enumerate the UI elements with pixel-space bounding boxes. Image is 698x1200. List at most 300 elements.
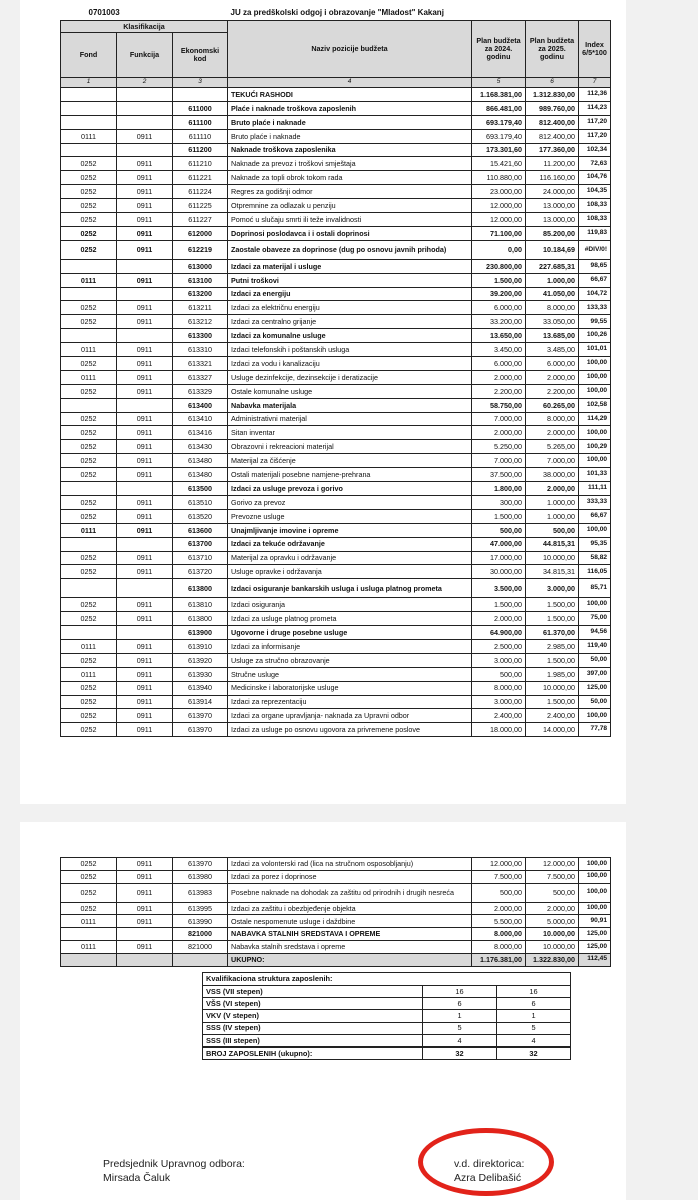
- budget-row: [61, 681, 611, 695]
- budget-row: [61, 695, 611, 709]
- naziv-cell: Administrativni materijal: [228, 412, 472, 426]
- budget-row: [61, 301, 611, 315]
- funkcija-cell: 0911: [117, 902, 173, 915]
- funkcija-cell: 0911: [117, 301, 173, 315]
- budget-row: [61, 143, 611, 157]
- plan-2024-cell: 37.500,00: [472, 468, 526, 482]
- naziv-cell: Otpremnine za odlazak u penziju: [228, 199, 472, 213]
- index-cell: 100,00: [579, 870, 611, 883]
- index-cell: 125,00: [579, 681, 611, 695]
- naziv-cell: Naknade za prevoz i troškovi smještaja: [228, 157, 472, 171]
- plan-2025-cell: 989.760,00: [526, 101, 579, 115]
- index-cell: 102,34: [579, 143, 611, 157]
- naziv-cell: Izdaci za vodu i kanalizaciju: [228, 357, 472, 371]
- plan-2024-cell: 71.100,00: [472, 226, 526, 240]
- plan-2025-cell: 1.500,00: [526, 598, 579, 612]
- fond-cell: 0111: [61, 523, 117, 537]
- index-cell: 114,23: [579, 101, 611, 115]
- ekonomski-kod-cell: 613500: [173, 482, 228, 496]
- index-cell: 112,36: [579, 88, 611, 102]
- index-cell: 333,33: [579, 495, 611, 509]
- plan-2024-cell: 23.000,00: [472, 185, 526, 199]
- naziv-cell: Izdaci za usluge po osnovu ugovora za privremene poslove: [228, 723, 472, 737]
- budget-row: [61, 454, 611, 468]
- plan-2025-cell: 2.000,00: [526, 482, 579, 496]
- plan-2025-cell: 5.265,00: [526, 440, 579, 454]
- plan-2024-cell: 5.250,00: [472, 440, 526, 454]
- plan-2024-cell: 500,00: [472, 523, 526, 537]
- funkcija-cell: 0911: [117, 653, 173, 667]
- staff-level-label: SSS (IV stepen): [203, 1022, 423, 1034]
- plan-2025-cell: 3.000,00: [526, 579, 579, 598]
- index-cell: 72,63: [579, 157, 611, 171]
- funkcija-cell: 0911: [117, 440, 173, 454]
- fond-cell: 0252: [61, 171, 117, 185]
- column-number: 5: [472, 78, 526, 88]
- budget-row: [61, 273, 611, 287]
- fond-cell: 0252: [61, 357, 117, 371]
- ekonomski-kod-cell: 613300: [173, 329, 228, 343]
- ekonomski-kod-cell: 613600: [173, 523, 228, 537]
- naziv-cell: Obrazovni i rekreacioni materijal: [228, 440, 472, 454]
- ekonomski-kod-cell: 613720: [173, 565, 228, 579]
- ekonomski-kod-cell: 613995: [173, 902, 228, 915]
- plan-2025-cell: 2.000,00: [526, 370, 579, 384]
- plan-2025-cell: 812.400,00: [526, 129, 579, 143]
- budget-table-continued: [60, 857, 611, 967]
- fond-cell: 0252: [61, 454, 117, 468]
- plan-2024-cell: 3.000,00: [472, 653, 526, 667]
- fond-cell: 0111: [61, 915, 117, 928]
- staff-row: [203, 998, 571, 1010]
- naziv-cell: Usluge opravke i održavanja: [228, 565, 472, 579]
- ekonomski-kod-cell: 613480: [173, 454, 228, 468]
- budget-row: [61, 709, 611, 723]
- ekonomski-kod-cell: 613983: [173, 883, 228, 902]
- naziv-cell: Ostale nespomenute usluge i daždbine: [228, 915, 472, 928]
- funkcija-cell: 0911: [117, 858, 173, 871]
- index-cell: 101,33: [579, 468, 611, 482]
- funkcija-cell: 0911: [117, 343, 173, 357]
- naziv-cell: Izdaci za porez i doprinose: [228, 870, 472, 883]
- fond-cell: 0252: [61, 213, 117, 227]
- staff-level-label: VŠS (VI stepen): [203, 998, 423, 1010]
- budget-row: [61, 883, 611, 902]
- signature-director: [454, 1157, 524, 1185]
- plan-2024-cell: 0,00: [472, 240, 526, 259]
- staff-level-label: VKV (V stepen): [203, 1010, 423, 1022]
- index-cell: 94,56: [579, 626, 611, 640]
- funkcija-cell: 0911: [117, 129, 173, 143]
- funkcija-cell: 0911: [117, 273, 173, 287]
- fond-cell: [61, 482, 117, 496]
- budget-row: [61, 537, 611, 551]
- naziv-cell: Gorivo za prevoz: [228, 495, 472, 509]
- naziv-cell: Nabavka materijala: [228, 398, 472, 412]
- ekonomski-kod-cell: 613200: [173, 287, 228, 301]
- ekonomski-kod-cell: 613810: [173, 598, 228, 612]
- staff-count-2025: 5: [497, 1022, 571, 1034]
- naziv-cell: Stručne usluge: [228, 667, 472, 681]
- funkcija-cell: 0911: [117, 384, 173, 398]
- fond-cell: 0252: [61, 426, 117, 440]
- ekonomski-kod-cell: 613910: [173, 639, 228, 653]
- plan-2024-cell: 2.200,00: [472, 384, 526, 398]
- index-cell: 125,00: [579, 940, 611, 953]
- fond-cell: 0252: [61, 199, 117, 213]
- budget-row: [61, 129, 611, 143]
- plan-2024-cell: 7.500,00: [472, 870, 526, 883]
- index-header: Index 6/5*100: [579, 21, 611, 78]
- budget-row: [61, 171, 611, 185]
- index-cell: 85,71: [579, 579, 611, 598]
- budget-row: [61, 915, 611, 928]
- funkcija-cell: 0911: [117, 639, 173, 653]
- fond-cell: 0111: [61, 129, 117, 143]
- ekonomski-kod-cell: 613940: [173, 681, 228, 695]
- budget-row: [61, 902, 611, 915]
- naziv-cell: Materijal za čišćenje: [228, 454, 472, 468]
- plan-2025-cell: 116.160,00: [526, 171, 579, 185]
- ekonomski-kod-cell: 613329: [173, 384, 228, 398]
- naziv-cell: Izdaci za organe upravljanja- naknada za Upravni odbor: [228, 709, 472, 723]
- document-page-2: [20, 822, 626, 1200]
- fond-cell: 0252: [61, 565, 117, 579]
- staff-total-2024: 32: [423, 1047, 497, 1060]
- column-number: 6: [526, 78, 579, 88]
- naziv-cell: Izdaci za zaštitu i obezbjeđenje objekta: [228, 902, 472, 915]
- plan-2024-cell: 58.750,00: [472, 398, 526, 412]
- klasifikacija-header: Klasifikacija: [61, 21, 228, 33]
- index-cell: 104,72: [579, 287, 611, 301]
- fond-cell: [61, 329, 117, 343]
- funkcija-cell: 0911: [117, 551, 173, 565]
- naziv-cell: Ugovorne i druge posebne usluge: [228, 626, 472, 640]
- funkcija-cell: 0911: [117, 199, 173, 213]
- fond-cell: 0252: [61, 301, 117, 315]
- budget-row: [61, 213, 611, 227]
- index-cell: 100,00: [579, 523, 611, 537]
- funkcija-cell: [117, 101, 173, 115]
- funkcija-cell: [117, 626, 173, 640]
- staff-level-label: SSS (III stepen): [203, 1034, 423, 1047]
- naziv-cell: Izdaci za usluge prevoza i gorivo: [228, 482, 472, 496]
- naziv-cell: Nabavka stalnih sredstava i opreme: [228, 940, 472, 953]
- plan-2025-cell: 33.050,00: [526, 315, 579, 329]
- fond-cell: [61, 398, 117, 412]
- document-code: 0701003: [88, 8, 120, 17]
- plan-2024-cell: 18.000,00: [472, 723, 526, 737]
- budget-row: [61, 495, 611, 509]
- index-cell: 108,33: [579, 213, 611, 227]
- index-cell: 100,00: [579, 384, 611, 398]
- fond-cell: 0111: [61, 639, 117, 653]
- funkcija-cell: 0911: [117, 709, 173, 723]
- naziv-cell: Medicinske i laboratorijske usluge: [228, 681, 472, 695]
- staff-total-2025: 32: [497, 1047, 571, 1060]
- plan-2025-cell: 1.000,00: [526, 273, 579, 287]
- staff-count-2024: 16: [423, 986, 497, 998]
- naziv-cell: Plaće i naknade troškova zaposlenih: [228, 101, 472, 115]
- budget-row: [61, 626, 611, 640]
- plan-2025-cell: 7.500,00: [526, 870, 579, 883]
- plan-2025-cell: 24.000,00: [526, 185, 579, 199]
- plan-2025-cell: 2.200,00: [526, 384, 579, 398]
- naziv-cell: Pomoć u slučaju smrti ili teže invalidnosti: [228, 213, 472, 227]
- budget-row: [61, 226, 611, 240]
- plan-2025-cell: 41.050,00: [526, 287, 579, 301]
- fond-cell: 0252: [61, 723, 117, 737]
- budget-row: [61, 343, 611, 357]
- plan-2025-cell: 1.985,00: [526, 667, 579, 681]
- index-cell: 100,00: [579, 426, 611, 440]
- budget-row: [61, 468, 611, 482]
- ekonomski-kod-cell: 613914: [173, 695, 228, 709]
- funkcija-cell: 0911: [117, 370, 173, 384]
- fond-cell: 0252: [61, 440, 117, 454]
- budget-row: [61, 509, 611, 523]
- staff-row: [203, 1034, 571, 1047]
- budget-row: [61, 639, 611, 653]
- budget-row: [61, 482, 611, 496]
- ekonomski-kod-cell: 613970: [173, 723, 228, 737]
- naziv-cell: Izdaci osiguranje bankarskih usluga i usluga platnog prometa: [228, 579, 472, 598]
- plan-2024-cell: 110.880,00: [472, 171, 526, 185]
- plan-2025-cell: 1.500,00: [526, 695, 579, 709]
- plan-2025-cell: 500,00: [526, 523, 579, 537]
- funkcija-cell: 0911: [117, 240, 173, 259]
- funkcija-cell: 0911: [117, 509, 173, 523]
- plan-2025-cell: 3.485,00: [526, 343, 579, 357]
- plan-2024-cell: 6.000,00: [472, 357, 526, 371]
- funkcija-cell: [117, 928, 173, 941]
- budget-row: [61, 440, 611, 454]
- total-plan-2025: 1.322.830,00: [526, 953, 579, 966]
- funkcija-cell: 0911: [117, 468, 173, 482]
- naziv-cell: Materijal za opravku i održavanje: [228, 551, 472, 565]
- plan-2024-cell: 12.000,00: [472, 213, 526, 227]
- plan-2024-cell: 8.000,00: [472, 928, 526, 941]
- budget-row: [61, 523, 611, 537]
- index-cell: 100,00: [579, 902, 611, 915]
- funkcija-cell: [117, 259, 173, 273]
- index-cell: 104,76: [579, 171, 611, 185]
- ekonomski-kod-cell: 613000: [173, 259, 228, 273]
- staff-row: [203, 1022, 571, 1034]
- fond-cell: 0252: [61, 870, 117, 883]
- naziv-cell: Sitan inventar: [228, 426, 472, 440]
- fond-header: Fond: [61, 33, 117, 78]
- funkcija-cell: 0911: [117, 883, 173, 902]
- naziv-cell: Usluge dezinfekcije, dezinsekcije i deratizacije: [228, 370, 472, 384]
- ekonomski-kod-cell: 613211: [173, 301, 228, 315]
- budget-row: [61, 858, 611, 871]
- plan-2024-cell: 12.000,00: [472, 858, 526, 871]
- funkcija-cell: 0911: [117, 357, 173, 371]
- index-cell: 108,33: [579, 199, 611, 213]
- funkcija-cell: [117, 579, 173, 598]
- ekonomski-kod-cell: 613900: [173, 626, 228, 640]
- plan-2025-cell: 812.400,00: [526, 115, 579, 129]
- plan-2024-cell: 2.000,00: [472, 902, 526, 915]
- plan-2024-cell: 8.000,00: [472, 681, 526, 695]
- ekonomski-kod-cell: 611221: [173, 171, 228, 185]
- funkcija-cell: [117, 482, 173, 496]
- ekonomski-kod-cell: 613510: [173, 495, 228, 509]
- index-cell: 116,05: [579, 565, 611, 579]
- ekonomski-kod-cell: 613920: [173, 653, 228, 667]
- index-cell: 77,78: [579, 723, 611, 737]
- fond-cell: 0111: [61, 273, 117, 287]
- plan-2025-cell: 5.000,00: [526, 915, 579, 928]
- plan-2024-cell: 1.168.381,00: [472, 88, 526, 102]
- plan-2025-cell: 2.400,00: [526, 709, 579, 723]
- fond-cell: 0111: [61, 667, 117, 681]
- staff-count-2025: 1: [497, 1010, 571, 1022]
- budget-row: [61, 185, 611, 199]
- fond-cell: [61, 626, 117, 640]
- funkcija-cell: [117, 88, 173, 102]
- plan-2024-cell: 33.200,00: [472, 315, 526, 329]
- plan-2024-cell: 7.000,00: [472, 454, 526, 468]
- column-number: 3: [173, 78, 228, 88]
- funkcija-cell: 0911: [117, 915, 173, 928]
- naziv-cell: Izdaci za energiju: [228, 287, 472, 301]
- funkcija-cell: 0911: [117, 213, 173, 227]
- plan-2025-cell: 38.000,00: [526, 468, 579, 482]
- plan-2024-cell: 3.500,00: [472, 579, 526, 598]
- ekonomski-kod-cell: 613430: [173, 440, 228, 454]
- ekonomski-kod-cell: 611210: [173, 157, 228, 171]
- plan-2024-cell: 2.000,00: [472, 612, 526, 626]
- naziv-cell: Izdaci za volonterski rad (lica na stručnom osposobljanju): [228, 858, 472, 871]
- plan-2025-header: Plan budžeta za 2025. godinu: [526, 21, 579, 78]
- funkcija-cell: 0911: [117, 695, 173, 709]
- plan-2024-cell: 2.000,00: [472, 370, 526, 384]
- funkcija-cell: [117, 115, 173, 129]
- plan-2024-cell: 2.000,00: [472, 426, 526, 440]
- funkcija-cell: [117, 143, 173, 157]
- budget-row: [61, 412, 611, 426]
- staff-count-2025: 6: [497, 998, 571, 1010]
- plan-2024-cell: 7.000,00: [472, 412, 526, 426]
- budget-row: [61, 426, 611, 440]
- plan-2024-cell: 1.500,00: [472, 509, 526, 523]
- plan-2024-cell: 1.800,00: [472, 482, 526, 496]
- index-cell: 111,11: [579, 482, 611, 496]
- budget-row: [61, 940, 611, 953]
- budget-row: [61, 928, 611, 941]
- fond-cell: [61, 115, 117, 129]
- naziv-cell: Izdaci za komunalne usluge: [228, 329, 472, 343]
- fond-cell: 0252: [61, 883, 117, 902]
- total-index: 112,45: [579, 953, 611, 966]
- funkcija-cell: [117, 329, 173, 343]
- staff-count-2025: 16: [497, 986, 571, 998]
- plan-2024-cell: 693.179,40: [472, 129, 526, 143]
- index-cell: 100,00: [579, 454, 611, 468]
- index-cell: 117,20: [579, 129, 611, 143]
- funkcija-cell: 0911: [117, 723, 173, 737]
- index-cell: 100,00: [579, 858, 611, 871]
- index-cell: 100,26: [579, 329, 611, 343]
- fond-cell: [61, 537, 117, 551]
- naziv-cell: Prevozne usluge: [228, 509, 472, 523]
- budget-row: [61, 315, 611, 329]
- staff-count-2025: 4: [497, 1034, 571, 1047]
- plan-2025-cell: 1.500,00: [526, 612, 579, 626]
- director-title: v.d. direktorica:: [454, 1158, 525, 1170]
- budget-row: [61, 598, 611, 612]
- plan-2025-cell: 2.000,00: [526, 426, 579, 440]
- total-row: [61, 953, 611, 966]
- plan-2024-cell: 1.500,00: [472, 598, 526, 612]
- ekonomski-kod-cell: 613980: [173, 870, 228, 883]
- fond-cell: 0252: [61, 315, 117, 329]
- plan-2025-cell: 10.184,69: [526, 240, 579, 259]
- naziv-cell: Putni troškovi: [228, 273, 472, 287]
- plan-2025-cell: 8.000,00: [526, 301, 579, 315]
- plan-2024-cell: 8.000,00: [472, 940, 526, 953]
- naziv-cell: Ostale komunalne usluge: [228, 384, 472, 398]
- ekonomski-kod-cell: 613520: [173, 509, 228, 523]
- budget-row: [61, 287, 611, 301]
- fond-cell: [61, 928, 117, 941]
- index-cell: 102,58: [579, 398, 611, 412]
- funkcija-cell: 0911: [117, 667, 173, 681]
- index-cell: 90,91: [579, 915, 611, 928]
- naziv-cell: Bruto plaće i naknade: [228, 129, 472, 143]
- ekonomski-kod-cell: 613400: [173, 398, 228, 412]
- index-cell: 66,67: [579, 273, 611, 287]
- chairman-title: Predsjednik Upravnog odbora:: [103, 1158, 245, 1170]
- index-cell: 104,35: [579, 185, 611, 199]
- plan-2025-cell: 10.000,00: [526, 928, 579, 941]
- ekonomski-kod-cell: 611200: [173, 143, 228, 157]
- plan-2024-cell: 500,00: [472, 667, 526, 681]
- plan-2025-cell: 8.000,00: [526, 412, 579, 426]
- budget-row: [61, 101, 611, 115]
- plan-2024-cell: 3.000,00: [472, 695, 526, 709]
- staff-count-2024: 4: [423, 1034, 497, 1047]
- plan-2024-cell: 2.500,00: [472, 639, 526, 653]
- plan-2024-cell: 17.000,00: [472, 551, 526, 565]
- ekonomski-kod-cell: 613800: [173, 579, 228, 598]
- index-cell: 100,00: [579, 598, 611, 612]
- index-cell: 114,29: [579, 412, 611, 426]
- column-number: 7: [579, 78, 611, 88]
- staff-count-2024: 6: [423, 998, 497, 1010]
- budget-row: [61, 579, 611, 598]
- institution-name: JU za predškolski odgoj i obrazovanje "Mladost" Kakanj: [230, 8, 444, 17]
- index-cell: #DIV/0!: [579, 240, 611, 259]
- ekonomski-kod-cell: 611225: [173, 199, 228, 213]
- budget-row: [61, 259, 611, 273]
- naziv-cell: Izdaci za centralno grijanje: [228, 315, 472, 329]
- ekonomski-kod-cell: 611227: [173, 213, 228, 227]
- funkcija-cell: 0911: [117, 185, 173, 199]
- column-number: 4: [228, 78, 472, 88]
- plan-2024-header: Plan budžeta za 2024. godinu: [472, 21, 526, 78]
- plan-2025-cell: 500,00: [526, 883, 579, 902]
- fond-cell: 0252: [61, 384, 117, 398]
- plan-2025-cell: 10.000,00: [526, 940, 579, 953]
- ekonomski-kod-cell: 611110: [173, 129, 228, 143]
- fond-cell: [61, 259, 117, 273]
- signature-chairman: [103, 1157, 245, 1185]
- plan-2024-cell: 693.179,40: [472, 115, 526, 129]
- plan-2025-cell: 60.265,00: [526, 398, 579, 412]
